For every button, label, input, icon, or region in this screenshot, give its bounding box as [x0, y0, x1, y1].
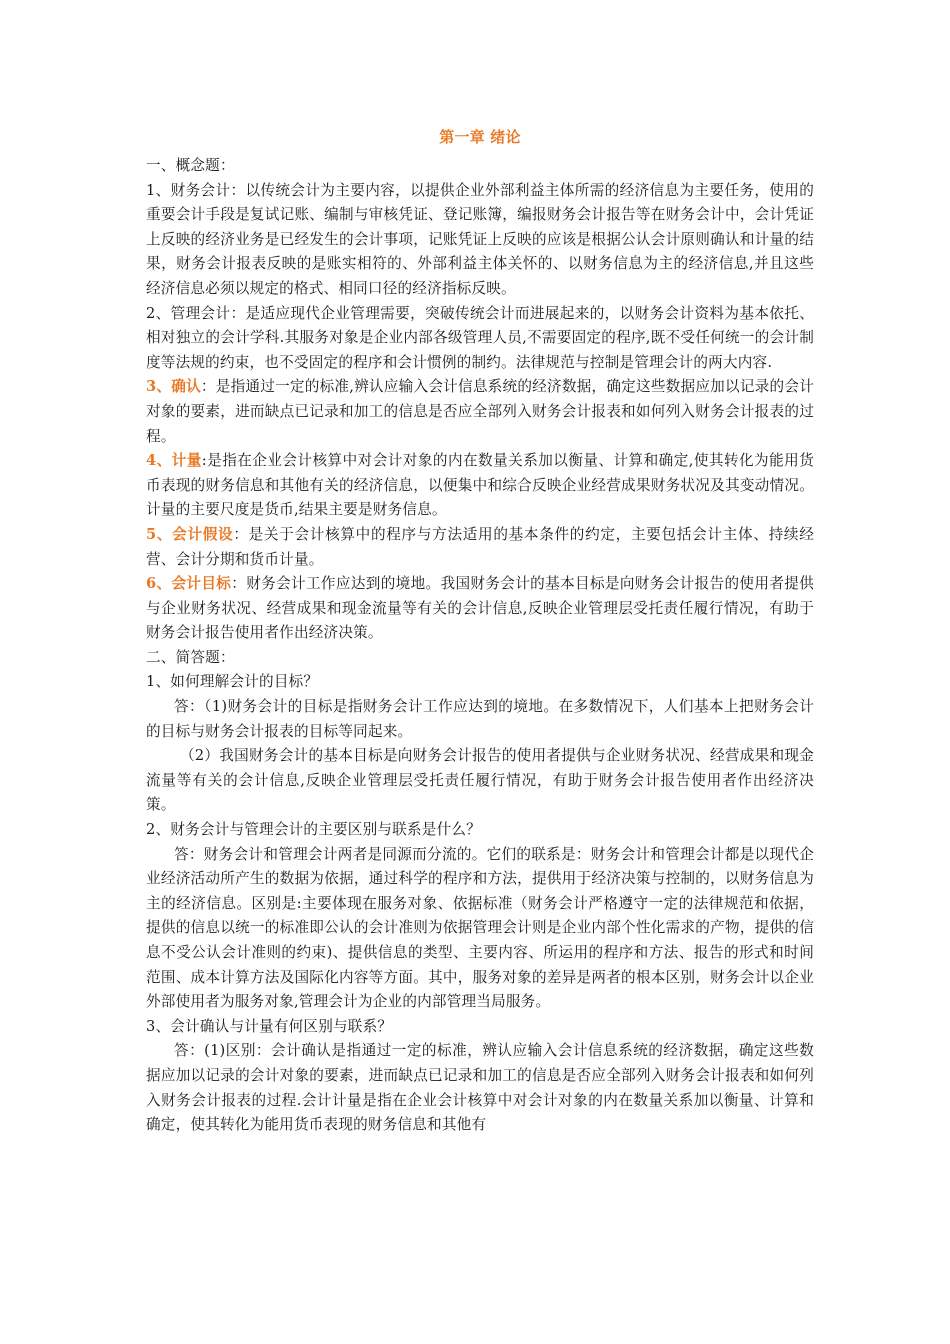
answer-1-part-2: （2）我国财务会计的基本目标是向财务会计报告的使用者提供与企业财务状况、经营成果和现金流量等有关的会计信息,反映企业管理层受托责任履行情况，有助于财务会计报告使用者作出经济决策。	[146, 747, 814, 814]
section1-heading: 一、概念题：	[146, 157, 235, 174]
question-2: 2、财务会计与管理会计的主要区别与联系是什么？	[146, 821, 481, 839]
concept-item-1	[146, 179, 814, 302]
concept-item-4	[146, 449, 814, 523]
concept-item-6-keyword: 6、会计目标	[146, 575, 232, 593]
chapter-title: 第一章 绪论	[439, 128, 521, 146]
concept-item-3-keyword: 3、确认	[146, 378, 201, 396]
concept-item-6	[146, 572, 814, 646]
concept-item-2-text: 是适应现代企业管理需要，突破传统会计而进展起来的，以财务会计资料为基本依托、相对独立的会计学科.其服务对象是企业内部各级管理人员,不需要固定的程序,既不受任何统一的会计制度等法规的约束，也不受固定的程序和会计惯例的制约。法律规范与控制是管理会计的两大内容.	[146, 304, 815, 371]
answer-3: 答：(1)区别：会计确认是指通过一定的标准，辨认应输入会计信息系统的经济数据，确定这些数据应加以记录的会计对象的要素，进而缺点已记录和加工的信息是否应全部列入财务会计报表和如何列入财务会计报表的过程.会计计量是指在企业会计核算中对会计对象的内在数量关系加以衡量、计算和确定，使其转化为能用货币表现的财务信息和其他有	[146, 1042, 814, 1134]
concept-item-2	[146, 302, 814, 376]
concept-item-1-text: 以传统会计为主要内容，以提供企业外部利益主体所需的经济信息为主要任务，使用的重要会计手段是复试记账、编制与审核凭证、登记账簿，编报财务会计报告等在财务会计中，会计凭证上反映的经济业务是已经发生的会计事项，记账凭证上反映的应该是根据公认会计原则确认和计量的结果，财务会计报表反映的是账实相符的、外部利益主体关怀的、以财务信息为主的经济信息,并且这些经济信息必须以规定的格式、相同口径的经济指标反映。	[146, 181, 815, 297]
question-1: 1、如何理解会计的目标？	[146, 673, 319, 691]
concept-item-4-keyword: 4、计量	[146, 452, 202, 470]
concept-item-3-text: ：是指通过一定的标准,辨认应输入会计信息系统的经济数据，确定这些数据应加以记录的会计对象的要素，进而缺点已记录和加工的信息是否应全部列入财务会计报表和如何列入财务会计报表的过程。	[146, 378, 814, 445]
document-page	[146, 124, 814, 1138]
concept-item-2-prefix: 2、管理会计：	[146, 304, 246, 322]
concept-item-5-keyword: 5、会计假设	[146, 525, 234, 543]
concept-item-5	[146, 523, 814, 572]
answer-1-part-1: 答：（1)财务会计的目标是指财务会计工作应达到的境地。在多数情况下，人们基本上把财务会计的目标与财务会计报表的目标等同起来。	[146, 698, 814, 740]
section2-heading: 二、简答题：	[146, 648, 235, 666]
answer-2: 答：财务会计和管理会计两者是同源而分流的。它们的联系是：财务会计和管理会计都是以现代企业经济活动所产生的数据为依据，通过科学的程序和方法，提供用于经济决策与控制的，以财务信息为主的经济信息。区别是:主要体现在服务对象、依据标准（财务会计严格遵守一定的法律规范和依据，提供的信息以统一的标准即公认的会计准则为依据管理会计则是企业内部个性化需求的产物，提供的信息不受公认会计准则的约束)、提供信息的类型、主要内容、所运用的程序和方法、报告的形式和时间范围、成本计算方法及国际化内容等方面。其中，服务对象的差异是两者的根本区别，财务会计以企业外部使用者为服务对象,管理会计为企业的内部管理当局服务。	[146, 845, 814, 1011]
concept-item-1-prefix: 1、财务会计：	[146, 181, 246, 199]
question-3: 3、会计确认与计量有何区别与联系？	[146, 1017, 393, 1035]
concept-item-4-text: :是指在企业会计核算中对会计对象的内在数量关系加以衡量、计算和确定,使其转化为能用货币表现的财务信息和其他有关的经济信息，以便集中和综合反映企业经营成果财务状况及其变动情况。计量的主要尺度是货币,结果主要是财务信息。	[146, 452, 814, 519]
concept-item-3	[146, 375, 814, 449]
concept-item-6-text: ：财务会计工作应达到的境地。我国财务会计的基本目标是向财务会计报告的使用者提供与企业财务状况、经营成果和现金流量等有关的会计信息,反映企业管理层受托责任履行情况，有助于财务会计报告使用者作出经济决策。	[146, 575, 814, 642]
concept-item-5-text: ：是关于会计核算中的程序与方法适用的基本条件的约定，主要包括会计主体、持续经营、会计分期和货币计量。	[146, 525, 814, 568]
